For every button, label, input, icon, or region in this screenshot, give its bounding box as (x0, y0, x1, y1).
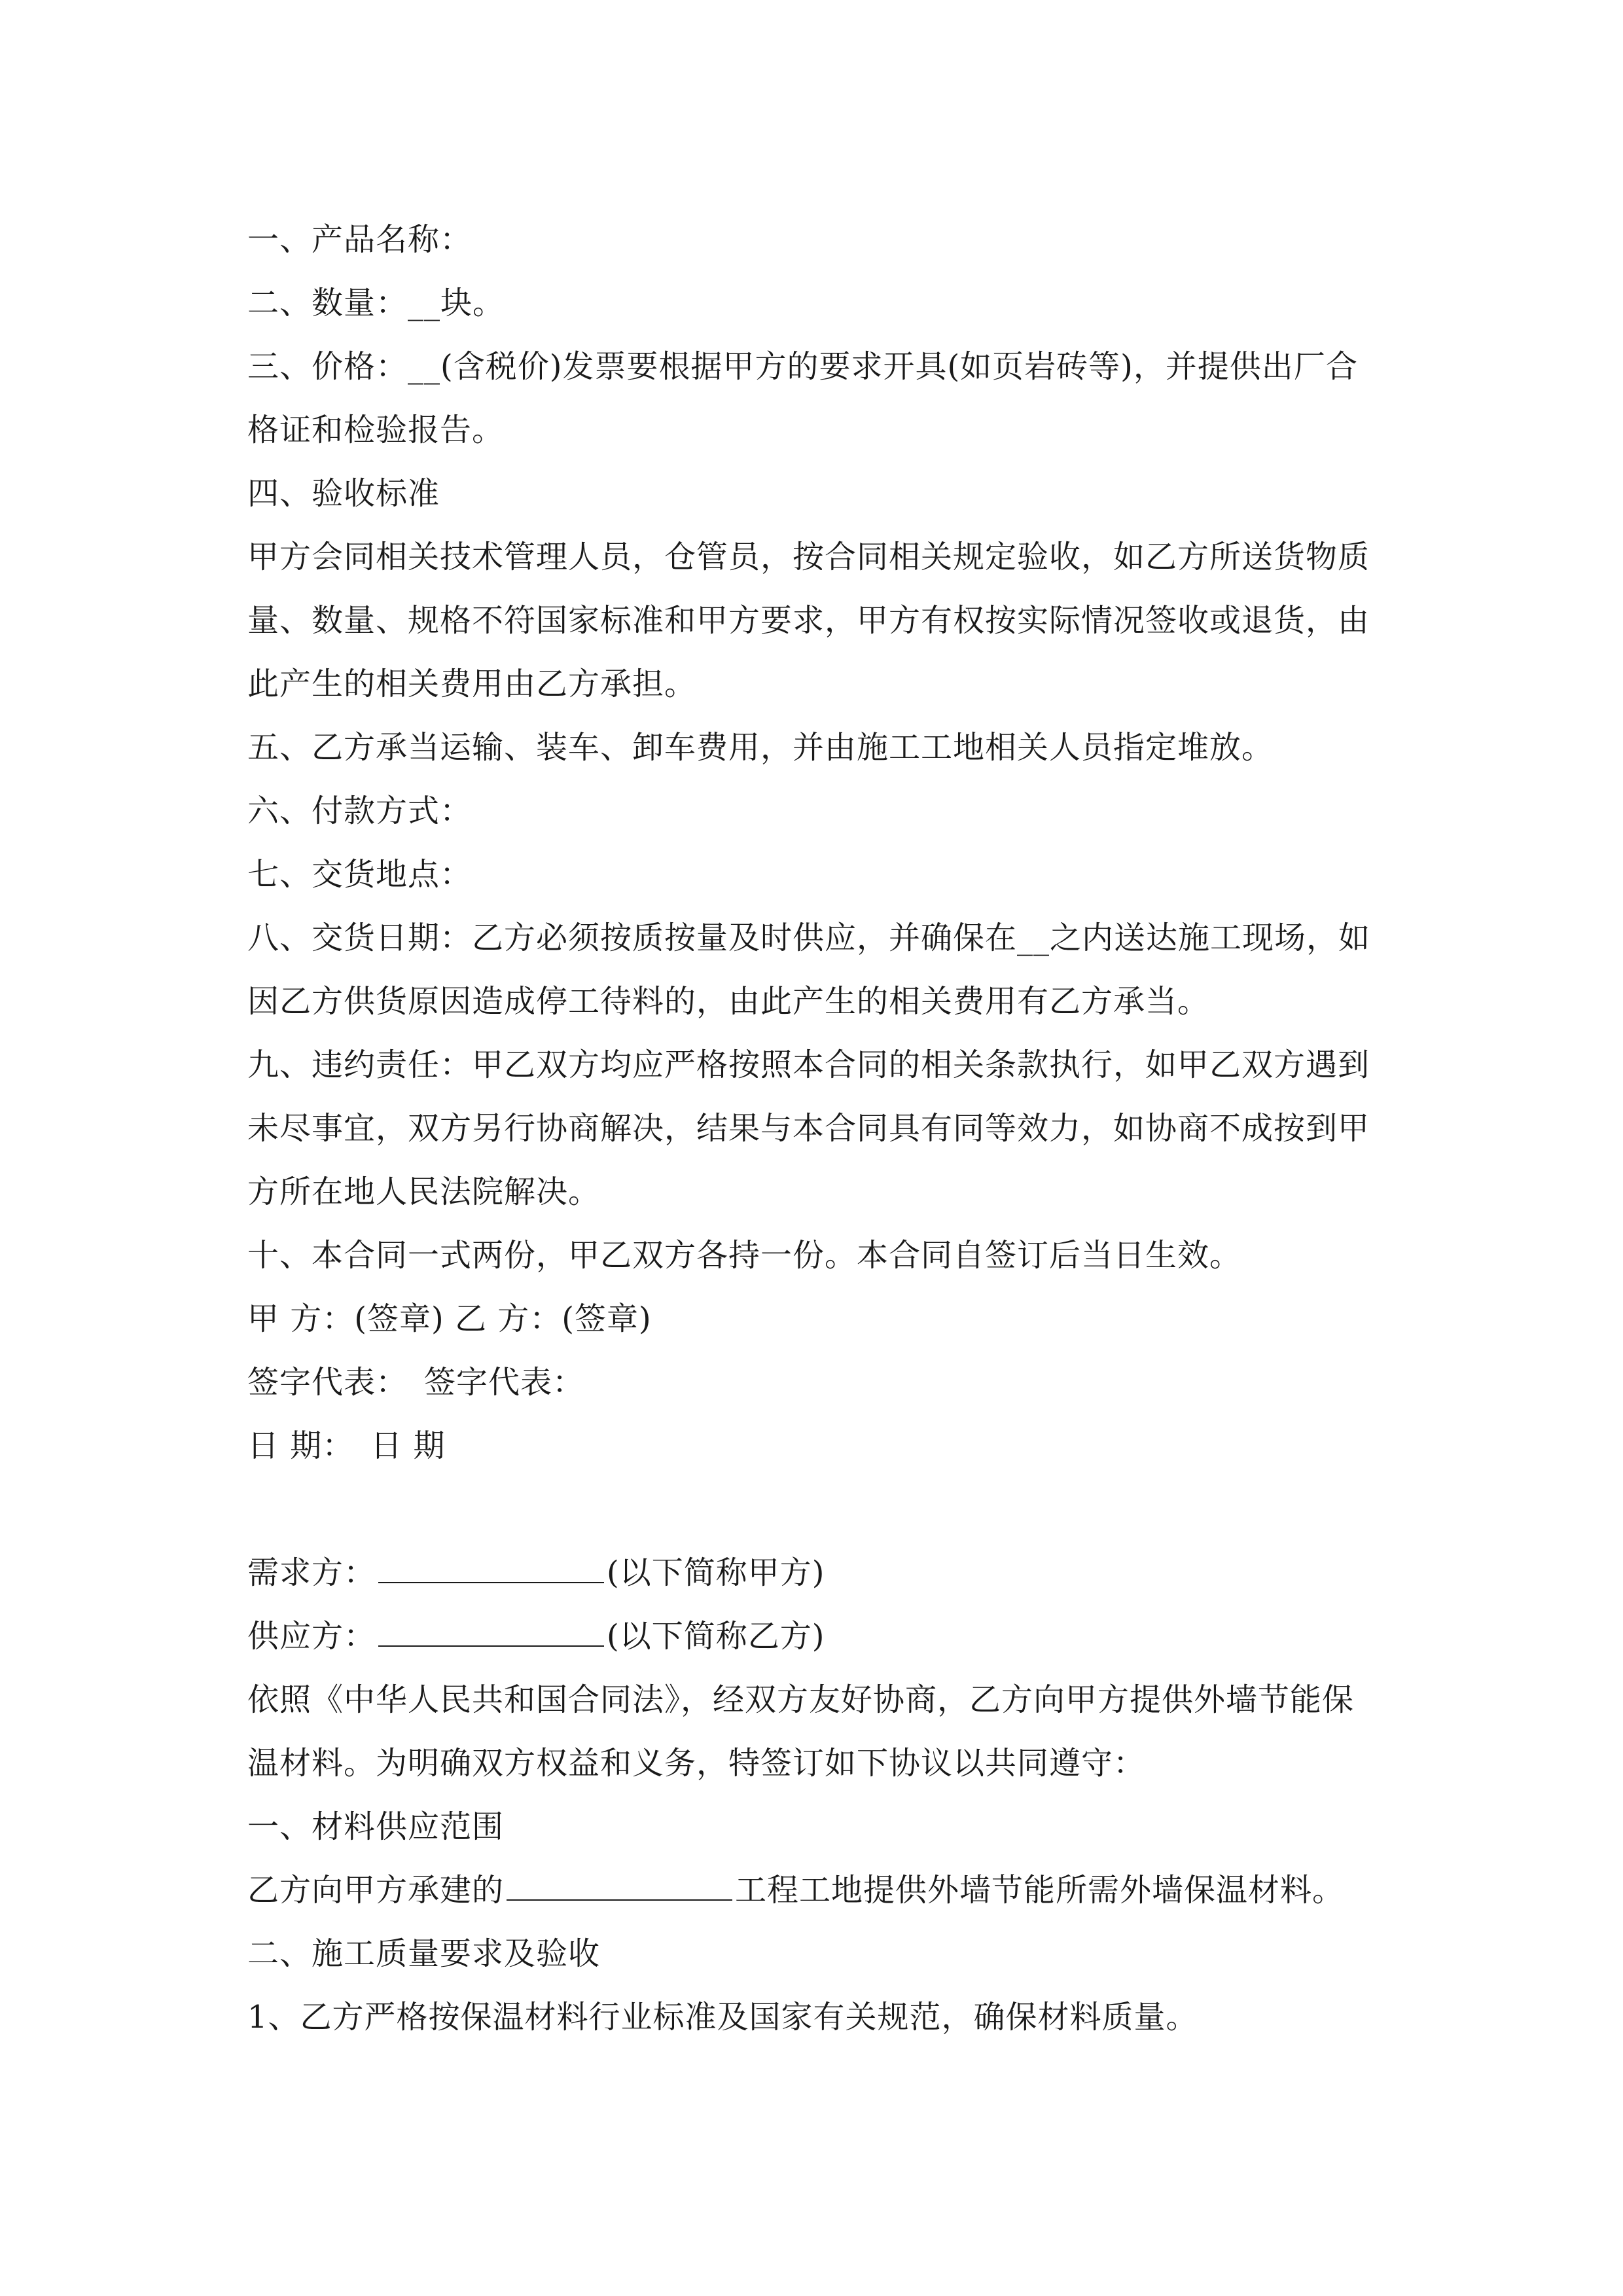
project-name-blank (507, 1859, 732, 1901)
liability-line-1: 九、违约责任：甲乙双方均应严格按照本合同的相关条款执行，如甲乙双方遇到 (247, 1047, 1370, 1083)
acceptance-text-3: 此产生的相关费用由乙方承担。 (247, 666, 697, 702)
price-line-cont: 格证和检验报告。 (247, 412, 505, 448)
supply-scope-heading: 一、材料供应范围 (247, 1808, 505, 1845)
quality-item-1: 1、乙方严格按保温材料行业标准及国家有关规范，确保材料质量。 (247, 1999, 1198, 2036)
representative-line: 签字代表： 签字代表： (247, 1364, 585, 1401)
copies-line: 十、本合同一式两份，甲乙双方各持一份。本合同自签订后当日生效。 (247, 1237, 1242, 1274)
delivery-date-line-2: 因乙方供货原因造成停工待料的，由此产生的相关费用有乙方承当。 (247, 983, 1210, 1020)
payment-line: 六、付款方式： (247, 793, 473, 829)
acceptance-heading: 四、验收标准 (247, 475, 440, 512)
scope-suffix: 工程工地提供外墙节能所需外墙保温材料。 (735, 1872, 1345, 1909)
supply-party-line (247, 1605, 1386, 1668)
preamble-line-1: 依照《中华人民共和国合同法》，经双方友好协商，乙方向甲方提供外墙节能保 (247, 1681, 1355, 1718)
demand-party-label: 需求方： (247, 1554, 376, 1591)
price-line: 三、价格：__(含税价)发票要根据甲方的要求开具(如页岩砖等)，并提供出厂合 (247, 348, 1358, 385)
supply-party-label: 供应方： (247, 1618, 376, 1655)
acceptance-text-2: 量、数量、规格不符国家标准和甲方要求，甲方有权按实际情况签收或退货，由 (247, 602, 1370, 639)
quality-heading: 二、施工质量要求及验收 (247, 1935, 601, 1972)
demand-party-line (247, 1541, 1386, 1605)
preamble-line-2: 温材料。为明确双方权益和义务，特签订如下协议以共同遵守： (247, 1745, 1146, 1782)
scope-prefix: 乙方向甲方承建的 (247, 1872, 505, 1909)
date-line: 日 期： 日 期 (247, 1427, 446, 1464)
transport-line: 五、乙方承当运输、装车、卸车费用，并由施工工地相关人员指定堆放。 (247, 729, 1274, 766)
supply-party-blank (378, 1605, 604, 1647)
party-signature-line: 甲 方：(签章) 乙 方：(签章) (247, 1300, 652, 1337)
supply-scope-line (247, 1859, 1386, 1922)
section-gap (247, 1478, 1386, 1541)
demand-party-blank (378, 1541, 604, 1583)
acceptance-text-1: 甲方会同相关技术管理人员，仓管员，按合同相关规定验收，如乙方所送货物质 (247, 539, 1370, 575)
demand-party-suffix: (以下简称甲方) (607, 1554, 825, 1591)
delivery-date-line-1: 八、交货日期：乙方必须按质按量及时供应，并确保在__之内送达施工现场，如 (247, 920, 1371, 956)
document-body (247, 208, 1386, 2049)
liability-line-3: 方所在地人民法院解决。 (247, 1174, 601, 1210)
product-name-line: 一、产品名称： (247, 221, 473, 258)
delivery-place-line: 七、交货地点： (247, 856, 473, 893)
liability-line-2: 未尽事宜，双方另行协商解决，结果与本合同具有同等效力，如协商不成按到甲 (247, 1110, 1370, 1147)
quantity-line: 二、数量：__块。 (247, 285, 505, 321)
supply-party-suffix: (以下简称乙方) (607, 1618, 825, 1655)
